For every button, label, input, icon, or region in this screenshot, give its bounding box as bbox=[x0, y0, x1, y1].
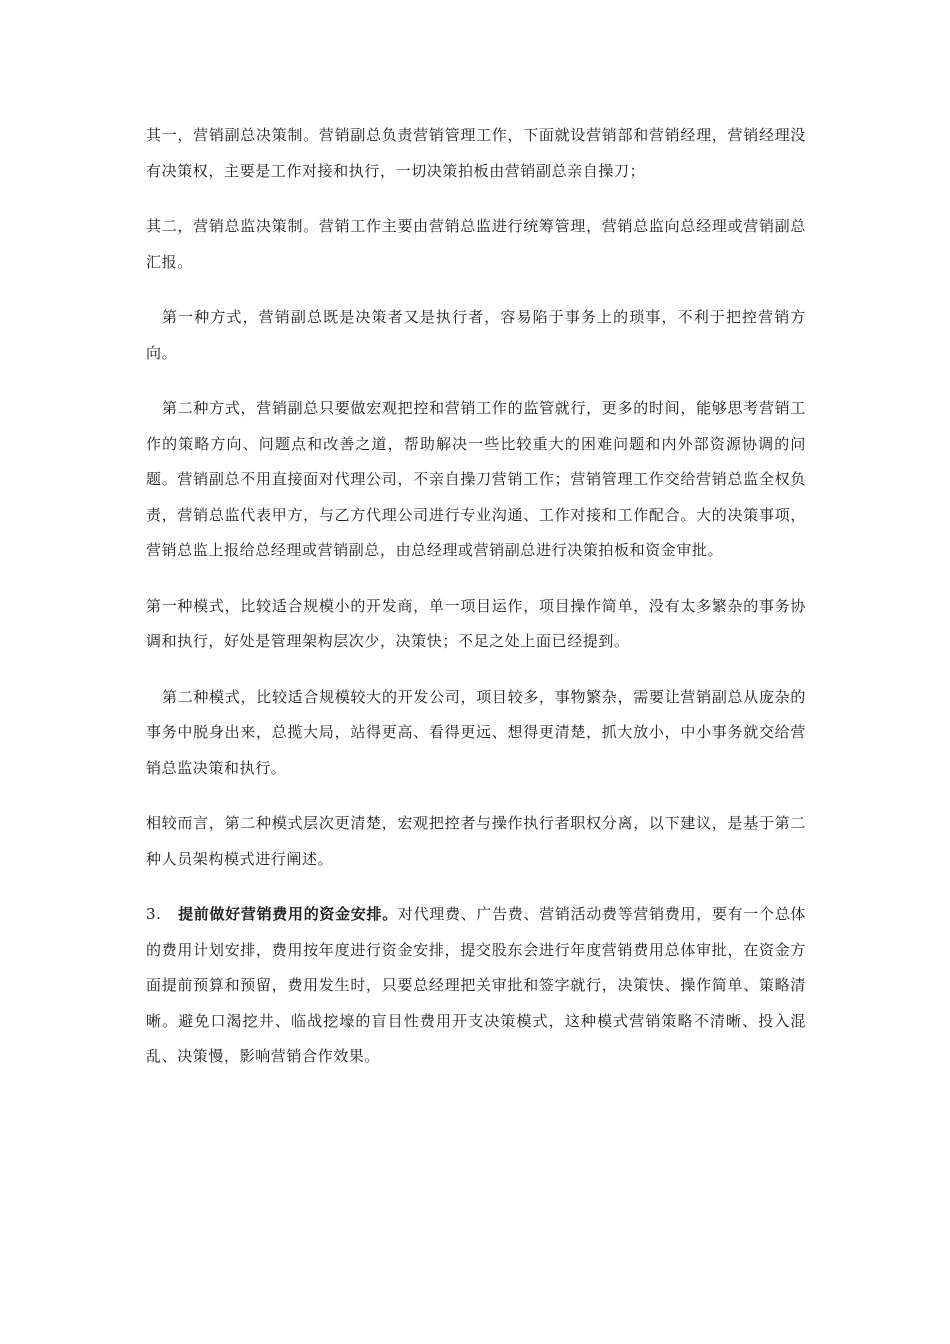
list-number: 3. bbox=[146, 905, 162, 923]
paragraph-3: 第一种方式，营销副总既是决策者又是执行者，容易陷于事务上的琐事，不利于把控营销方向。 bbox=[146, 308, 806, 362]
paragraph-6: 第二种模式，比较适合规模较大的开发公司，项目较多，事物繁杂，需要让营销副总从庞杂的事务中脱身出来，总揽大局，站得更高、看得更远、想得更清楚，抓大放小，中小事务就交给营销总监决策和执行。 bbox=[146, 687, 806, 777]
paragraph-2: 其二，营销总监决策制。营销工作主要由营销总监进行统筹管理，营销总监向总经理或营销副总汇报。 bbox=[146, 217, 806, 271]
document-body bbox=[146, 118, 806, 1095]
paragraph-4: 第二种方式，营销副总只要做宏观把控和营销工作的监管就行，更多的时间，能够思考营销工作的策略方向、问题点和改善之道，帮助解决一些比较重大的困难问题和内外部资源协调的问题。营销副总不用直接面对代理公司，不亲自操刀营销工作；营销管理工作交给营销总监全权负责，营销总监代表甲方，与乙方代理公司进行专业沟通、工作对接和工作配合。大的决策事项，营销总监上报给总经理或营销副总，由总经理或营销副总进行决策拍板和资金审批。 bbox=[146, 399, 806, 559]
section-heading: 提前做好营销费用的资金安排。 bbox=[178, 905, 398, 923]
paragraph-7: 相较而言，第二种模式层次更清楚，宏观把控者与操作执行者职权分离，以下建议，是基于第二种人员架构模式进行阐述。 bbox=[146, 814, 806, 868]
paragraph-1: 其一，营销副总决策制。营销副总负责营销管理工作，下面就设营销部和营销经理，营销经理没有决策权，主要是工作对接和执行，一切决策拍板由营销副总亲自操刀； bbox=[146, 126, 806, 180]
paragraph-8 bbox=[146, 897, 806, 1075]
paragraph-5: 第一种模式，比较适合规模小的开发商，单一项目运作，项目操作简单，没有太多繁杂的事务协调和执行，好处是管理架构层次少，决策快；不足之处上面已经提到。 bbox=[146, 596, 806, 650]
section-text: 对代理费、广告费、营销活动费等营销费用，要有一个总体的费用计划安排，费用按年度进行资金安排，提交股东会进行年度营销费用总体审批，在资金方面提前预算和预留，费用发生时，只要总经理把关审批和签字就行，决策快、操作简单、策略清晰。避免口渴挖井、临战挖壕的盲目性费用开支决策模式，这种模式营销策略不清晰、投入混乱、决策慢，影响营销合作效果。 bbox=[146, 905, 806, 1065]
